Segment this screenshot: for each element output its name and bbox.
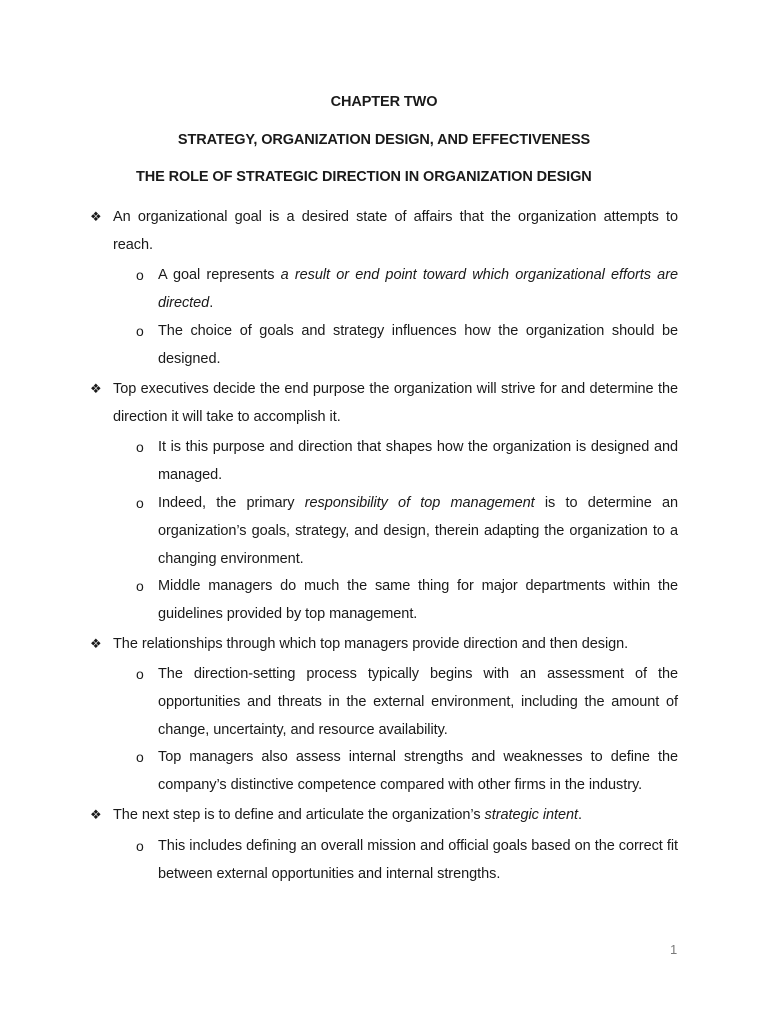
circle-bullet-icon: o: [136, 749, 144, 765]
diamond-bullet-icon: ❖: [90, 209, 102, 224]
circle-bullet-icon: o: [136, 666, 144, 682]
circle-bullet-icon: o: [136, 578, 144, 594]
bullet-3-sub-1: The direction-setting process typically begins with an assessment of the opportunities and threats in the external environment, including the amount of change, uncertainty, and resource availability.: [158, 666, 678, 738]
bullet-2-sub-1: It is this purpose and direction that shapes how the organization is designed and managed.: [158, 439, 678, 483]
page-number: 1: [670, 942, 678, 957]
chapter-subtitle: STRATEGY, ORGANIZATION DESIGN, AND EFFECTIVENESS: [177, 132, 591, 148]
circle-bullet-icon: o: [136, 439, 144, 455]
bullet-3: The relationships through which top managers provide direction and then design.: [113, 636, 629, 652]
bullet-3-sub-2: Top managers also assess internal strengths and weaknesses to define the company’s distinctive competence compared with other firms in the industry.: [158, 749, 678, 793]
bullet-1-sub-1: A goal represents a result or end point toward which organizational efforts are directed.: [158, 267, 678, 311]
section-title: THE ROLE OF STRATEGIC DIRECTION IN ORGANIZATION DESIGN: [136, 169, 592, 185]
bullet-2-sub-2: Indeed, the primary responsibility of top management is to determine an organization’s goals, strategy, and design, therein adapting the organization to a changing environment.: [158, 495, 678, 567]
bullet-2: Top executives decide the end purpose the organization will strive for and determine the direction it will take to accomplish it.: [113, 381, 678, 425]
circle-bullet-icon: o: [136, 267, 144, 283]
diamond-bullet-icon: ❖: [90, 807, 102, 822]
circle-bullet-icon: o: [136, 838, 144, 854]
diamond-bullet-icon: ❖: [90, 381, 102, 396]
diamond-bullet-icon: ❖: [90, 636, 102, 651]
circle-bullet-icon: o: [136, 495, 144, 511]
circle-bullet-icon: o: [136, 323, 144, 339]
chapter-title: CHAPTER TWO: [330, 94, 438, 110]
bullet-1-sub-2: The choice of goals and strategy influences how the organization should be designed.: [158, 323, 678, 367]
bullet-1: An organizational goal is a desired state of affairs that the organization attempts to reach.: [113, 209, 678, 253]
bullet-4: The next step is to define and articulate the organization’s strategic intent.: [113, 807, 582, 823]
bullet-4-sub-1: This includes defining an overall mission and official goals based on the correct fit between external opportunities and internal strengths.: [158, 838, 678, 882]
bullet-2-sub-3: Middle managers do much the same thing for major departments within the guidelines provided by top management.: [158, 578, 678, 622]
